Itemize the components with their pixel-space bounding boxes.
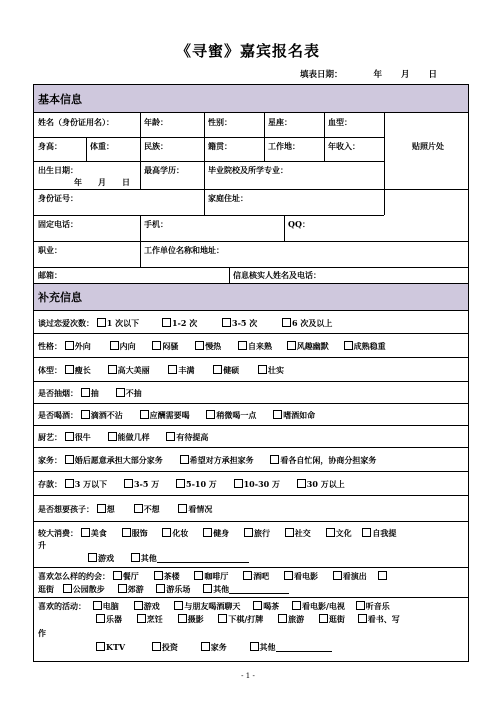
job-label: 职业： [38,245,62,255]
spending-option-checkbox[interactable] [162,528,171,537]
page-number: - 1 - [241,672,255,680]
spending-option-checkbox[interactable] [285,528,294,537]
education-label: 最高学历： [144,165,184,175]
spending-option-checkbox[interactable] [203,528,212,537]
workplace-label: 工作地： [268,141,300,151]
mobile-label: 手机： [144,219,168,229]
savings-option-checkbox[interactable] [65,479,74,488]
date-day: 日 [428,70,437,80]
body-type-option-checkbox[interactable] [108,365,117,374]
activity-option-checkbox[interactable] [174,601,183,610]
date-month: 月 [400,70,410,80]
spending-row-2: 游戏 其他 [88,553,249,563]
activity-option-checkbox[interactable] [134,601,143,610]
qq-label: QQ： [288,219,310,229]
birth-label: 出生日期： [38,165,78,175]
activity-option-checkbox[interactable] [96,642,105,651]
activity-option-checkbox[interactable] [253,601,262,610]
spending-row: 较大消费： 美食 服饰 化妆 健身 旅行 社交 文化 自我提 [38,528,397,538]
personality-row: 性格： 外向 内向 闷骚 慢热 自来熟 风趣幽默 成熟稳重 [38,341,386,351]
children-option-checkbox[interactable] [97,504,106,513]
address-label: 家庭住址： [208,193,248,203]
activity-option-checkbox[interactable] [152,642,161,651]
height-label: 身高： [38,141,62,151]
origin-label: 籍贯： [208,141,232,151]
blood-label: 血型： [328,117,352,127]
love-count-row: 谈过恋爱次数： 1 次以下 1-2 次 3-5 次 6 次及以上 [38,318,333,328]
body-type-option-checkbox[interactable] [213,365,222,374]
activity-option-checkbox[interactable] [356,601,365,610]
weight-label: 体重： [90,141,114,151]
activities-wrap: 作 [38,628,46,638]
section-basic-header: 基本信息 [34,85,468,113]
email-label: 邮箱： [38,270,62,280]
activity-option-checkbox[interactable] [358,614,367,623]
love-count-option-checkbox[interactable] [162,318,171,327]
dating-option-checkbox[interactable] [203,584,212,593]
spending-option-checkbox[interactable] [326,528,335,537]
date-label: 填表日期： [300,70,343,80]
spending-wrap: 升 [38,540,46,550]
activity-option-checkbox[interactable] [292,601,301,610]
spending-option-checkbox[interactable] [122,528,131,537]
spending-option-checkbox[interactable] [81,528,90,537]
section-extra-header: 补充信息 [34,284,468,311]
activity-option-checkbox[interactable] [250,642,259,651]
phone-label: 固定电话： [38,219,78,229]
photo-placeholder: 贴照片处 [412,141,444,151]
dating-other-input[interactable] [229,593,289,594]
income-label: 年收入： [328,141,360,151]
activities-row-2: 乐器 烹饪 摄影 下棋/打牌 旅游 逛街 看书、写 [96,614,400,624]
love-count-option-checkbox[interactable] [222,318,231,327]
school-label: 毕业院校及所学专业： [208,165,288,175]
smoke-row: 是否抽烟： 抽 不抽 [38,388,142,398]
savings-option-checkbox[interactable] [176,479,185,488]
body-type-option-checkbox[interactable] [65,365,74,374]
activity-option-checkbox[interactable] [178,614,187,623]
activities-row-3: KTV 投资 家务 其他 [96,642,332,652]
form-title: 《寻蜜》嘉宾报名表 [175,42,320,60]
savings-option-checkbox[interactable] [297,479,306,488]
personality-option-checkbox[interactable] [65,341,74,350]
activity-option-checkbox[interactable] [96,614,105,623]
housework-option-checkbox[interactable] [65,455,74,464]
drink-option-checkbox[interactable] [81,410,90,419]
activity-option-checkbox[interactable] [218,614,227,623]
personality-option-checkbox[interactable] [344,341,353,350]
children-row: 是否想要孩子： 想 不想 看情况 [38,504,213,514]
dating-option-checkbox[interactable] [284,571,293,580]
smoke-option-checkbox[interactable] [81,388,90,397]
dating-option-checkbox[interactable] [156,584,165,593]
birth-date-fields: 年 月 日 [74,177,130,187]
company-label: 工作单位名称和地址： [144,245,224,255]
savings-row: 存款： 3 万以下 3-5 万 5-10 万 10-30 万 30 万以上 [38,479,345,489]
activities-row: 喜欢的活动： 电脑 游戏 与朋友喝酒聊天 喝茶 看电影/电视 听音乐 [38,601,390,611]
id-number-label: 身份证号： [38,193,78,203]
dating-option-checkbox[interactable] [154,571,163,580]
children-option-checkbox[interactable] [178,504,187,513]
personality-option-checkbox[interactable] [238,341,247,350]
cooking-option-checkbox[interactable] [65,432,74,441]
body-type-option-checkbox[interactable] [168,365,177,374]
fill-date [300,68,437,80]
name-label: 姓名（身份证用名）： [38,117,114,127]
personality-option-checkbox[interactable] [110,341,119,350]
savings-option-checkbox[interactable] [234,479,243,488]
smoke-option-checkbox[interactable] [116,388,125,397]
activity-option-checkbox[interactable] [278,614,287,623]
love-count-option-checkbox[interactable] [282,318,291,327]
personality-option-checkbox[interactable] [195,341,204,350]
body-type-row: 体型： 瘦长 高大美丽 丰满 健硕 壮实 [38,365,284,375]
cooking-option-checkbox[interactable] [166,432,175,441]
cooking-option-checkbox[interactable] [108,432,117,441]
activity-option-checkbox[interactable] [137,614,146,623]
housework-row: 家务： 婚后愿意承担大部分家务 希望对方承担家务 看各自忙闲，协商分担家务 [38,455,377,465]
spending-option-checkbox[interactable] [131,553,140,562]
activity-option-checkbox[interactable] [201,642,210,651]
age-label: 年龄： [144,117,168,127]
drink-option-checkbox[interactable] [140,410,149,419]
registration-form [33,84,469,662]
activity-option-checkbox[interactable] [93,601,102,610]
love-count-option-checkbox[interactable] [97,318,106,327]
activity-option-checkbox[interactable] [319,614,328,623]
spending-option-checkbox[interactable] [88,553,97,562]
children-option-checkbox[interactable] [134,504,143,513]
dating-option-checkbox[interactable] [378,571,387,580]
dating-option-checkbox[interactable] [194,571,203,580]
activity-other-input[interactable] [276,651,332,652]
drink-option-checkbox[interactable] [206,410,215,419]
spending-other-input[interactable] [157,562,249,563]
personality-option-checkbox[interactable] [287,341,296,350]
savings-option-checkbox[interactable] [124,479,133,488]
dating-row: 喜欢怎么样的约会： 餐厅 茶楼 咖啡厅 酒吧 看电影 看演出 [38,571,388,581]
cooking-row: 厨艺： 很牛 能做几样 有待提高 [38,432,209,442]
drink-row: 是否喝酒： 滴酒不沾 应酬需要喝 稍微喝一点 嗜酒如命 [38,410,316,420]
housework-option-checkbox[interactable] [180,455,189,464]
housework-option-checkbox[interactable] [270,455,279,464]
gender-label: 性别： [208,117,232,127]
ethnicity-label: 民族： [144,141,168,151]
spending-option-checkbox[interactable] [244,528,253,537]
dating-option-checkbox[interactable] [333,571,342,580]
dating-option-checkbox[interactable] [118,584,127,593]
constellation-label: 星座： [268,117,292,127]
body-type-option-checkbox[interactable] [258,365,267,374]
dating-option-checkbox[interactable] [63,584,72,593]
dating-row-2: 逛街 公园散步 郊游 游乐场 其他 [38,584,289,594]
dating-option-checkbox[interactable] [113,571,122,580]
spending-option-checkbox[interactable] [362,528,371,537]
dating-option-checkbox[interactable] [243,571,252,580]
personality-option-checkbox[interactable] [152,341,161,350]
drink-option-checkbox[interactable] [273,410,282,419]
verifier-label: 信息核实人姓名及电话： [233,270,321,280]
date-year: 年 [373,70,382,80]
